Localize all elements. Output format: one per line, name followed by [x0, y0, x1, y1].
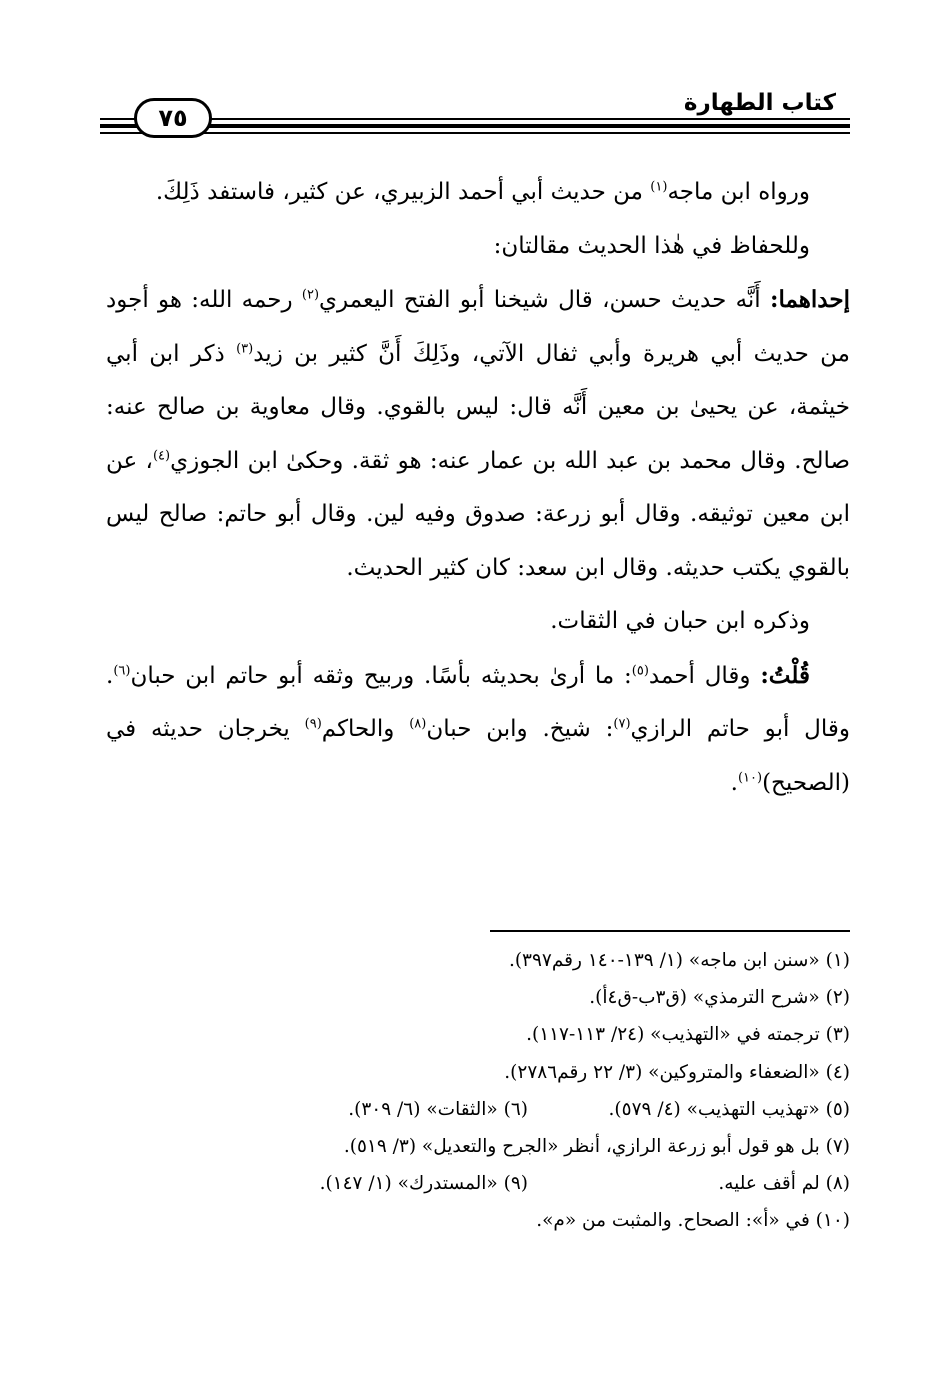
p5-text-4: : شيخ. وابن حبان: [426, 716, 614, 742]
header-rule-bottom: [100, 132, 850, 134]
paragraph-3: [106, 273, 850, 595]
footnote-ref-1: (١): [650, 179, 668, 195]
footnote-7: (٧) بل هو قول أبو زرعة الرازي، أنظر «الجرح والتعديل» (٣/ ٥١٩).: [343, 1136, 850, 1158]
footnote-ref-6: (٦): [113, 662, 131, 678]
footnote-9: (٩) «المستدرك» (١/ ١٤٧).: [319, 1173, 528, 1195]
paragraph-2: وللحفاظ في هٰذا الحديث مقالتان:: [493, 232, 810, 259]
page-number: [134, 98, 212, 138]
footnote-3: (٣) ترجمته في «التهذيب» (٢٤/ ١١٣-١١٧).: [526, 1024, 850, 1046]
footnote-ref-3: (٣): [236, 340, 254, 356]
p1-text-1: ورواه ابن ماجه: [667, 179, 810, 205]
footnotes: [106, 942, 850, 1240]
book-title: كتاب الطهارة: [683, 90, 836, 116]
paragraph-1: [106, 166, 850, 220]
p5-text-2: : ما أرىٰ بحديثه بأسًا. وربيح وثقه أبو حاتم ابن حبان: [130, 662, 632, 689]
p3-text-4: ، عن ابن معين توثيقه. وقال أبو زرعة: صدوق وفيه لين. وقال أبو حاتم: صالح ليس بالقوي يكتب حديثه. وقال ابن سعد: كان كثير الحديث.: [106, 447, 850, 581]
paragraph-5: [106, 649, 850, 811]
p5-text-5: والحاكم: [321, 716, 410, 742]
footnote-8: (٨) لم أقف عليه.: [718, 1173, 850, 1195]
footnote-10: (١٠) في «أ»: الصحاح. والمثبت من «م».: [536, 1210, 850, 1232]
footnote-ref-5: (٥): [631, 662, 649, 678]
footnote-6: (٦) «الثقات» (٦/ ٣٠٩).: [348, 1098, 528, 1120]
footnote-ref-8: (٨): [409, 716, 427, 732]
footnote-ref-10: (١٠): [737, 769, 763, 785]
p5-text-7: .: [730, 769, 738, 796]
header-rule-middle: [100, 124, 850, 128]
page-header: [100, 88, 850, 140]
p3-text-2: رحمه الله: هو أجود من حديث أبي هريرة وأبي ثفال الآتي، وذَلِكَ أَنَّ كثير بن زيد: [106, 287, 851, 367]
p5-text-1: وقال أحمد: [648, 662, 761, 689]
paragraph-4: وذكره ابن حبان في الثقات.: [550, 608, 810, 634]
footnote-ref-7: (٧): [613, 716, 631, 732]
footnote-row-5-6: [106, 1091, 850, 1128]
page-number-text: ٧٥: [158, 104, 188, 132]
footnote-divider: [490, 930, 850, 932]
header-rule-top: [100, 118, 850, 120]
p5-text-6: يخرجان حديثه في (الصحيح): [106, 716, 850, 796]
footnote-ref-9: (٩): [304, 716, 322, 732]
footnote-5: (٥) «تهذيب التهذيب» (٤/ ٥٧٩).: [608, 1098, 850, 1120]
p3-text-3: ذكر ابن أبي خيثمة، عن يحيىٰ بن معين أَنَّه قال: ليس بالقوي. وقال معاوية بن صالح عنه: صالح. وقال محمد بن عبد الله بن عمار عنه: هو ثقة. وحكىٰ ابن الجوزي: [106, 340, 850, 474]
p5-text-3: . وقال أبو حاتم الرازي: [106, 662, 850, 742]
p1-text-2: من حديث أبي أحمد الزبيري، عن كثير، فاستفد ذَلِكَ.: [155, 179, 651, 205]
p3-lead: إحداهما:: [769, 286, 850, 313]
footnote-2: (٢) «شرح الترمذي» (ق٣ب-ق٤أ).: [589, 987, 850, 1009]
footnote-ref-2: (٢): [301, 287, 320, 303]
p3-text-1: أَنَّه حديث حسن، قال شيخنا أبو الفتح اليعمري: [319, 287, 770, 313]
footnote-row-8-9: [106, 1165, 850, 1202]
p5-lead: قُلْتُ:: [760, 661, 810, 689]
main-text: [106, 166, 850, 810]
footnote-ref-4: (٤): [152, 447, 171, 463]
footnote-1: (١) «سنن ابن ماجه» (١/ ١٣٩-١٤٠ رقم٣٩٧).: [508, 950, 850, 971]
footnote-4: (٤) «الضعفاء والمتروكين» (٣/ ٢٢ رقم٢٧٨٦).: [504, 1061, 850, 1083]
